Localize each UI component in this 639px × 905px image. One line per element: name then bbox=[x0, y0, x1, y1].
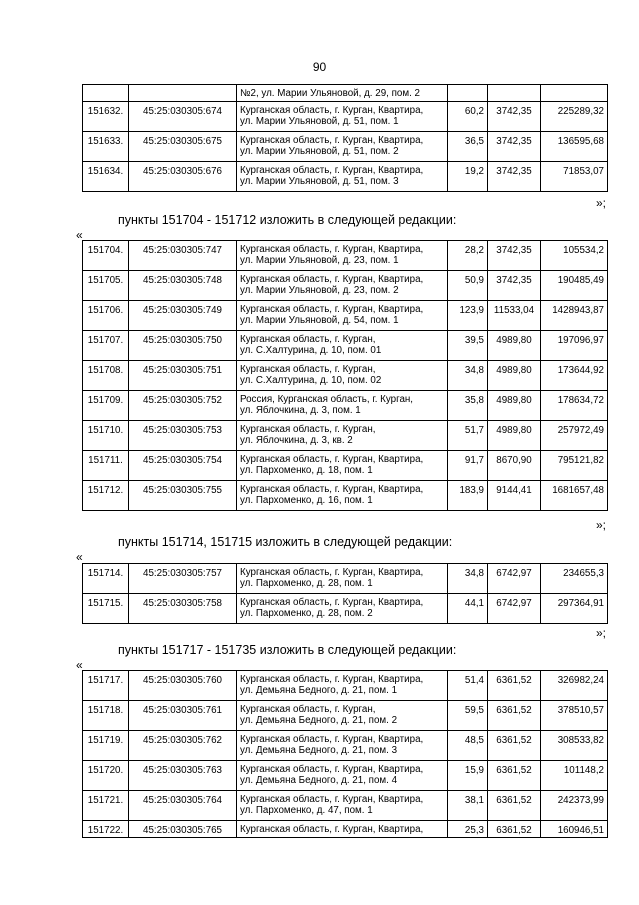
area-cell: 34,8 bbox=[448, 361, 488, 391]
address-line-1: Курганская область, г. Курган, Квартира, bbox=[240, 244, 424, 255]
address-line-1: Россия, Курганская область, г. Курган, bbox=[240, 394, 414, 405]
address-line-2: ул. Яблочкина, д. 3, кв. 2 bbox=[240, 435, 353, 446]
total-value-cell: 308533,82 bbox=[541, 731, 608, 761]
area-cell: 59,5 bbox=[448, 701, 488, 731]
address-line-1: Курганская область, г. Курган, Квартира, bbox=[240, 567, 424, 578]
cadastral-number-cell: 45:25:030305:676 bbox=[129, 162, 237, 192]
area-cell: 51,7 bbox=[448, 421, 488, 451]
page-number: 90 bbox=[312, 60, 327, 74]
address-line-2: ул. Пархоменко, д. 28, пом. 1 bbox=[240, 578, 373, 589]
address-cell bbox=[237, 271, 448, 301]
price-per-m2-cell: 6742,97 bbox=[488, 564, 541, 594]
table-row bbox=[83, 481, 608, 511]
address-line-1: Курганская область, г. Курган, Квартира, bbox=[240, 135, 424, 146]
area-cell: 35,8 bbox=[448, 391, 488, 421]
price-per-m2-cell: 8670,90 bbox=[488, 451, 541, 481]
cadastral-number-cell: 45:25:030305:752 bbox=[129, 391, 237, 421]
address-cell bbox=[237, 132, 448, 162]
cadastral-number-cell: 45:25:030305:750 bbox=[129, 331, 237, 361]
cadastral-number-cell: 45:25:030305:748 bbox=[129, 271, 237, 301]
address-line-1: Курганская область, г. Курган, Квартира, bbox=[240, 484, 424, 495]
total-value-cell: 197096,97 bbox=[541, 331, 608, 361]
row-number-cell: 151634. bbox=[83, 162, 129, 192]
total-value-cell: 1681657,48 bbox=[541, 481, 608, 511]
total-value-cell bbox=[541, 85, 608, 102]
price-per-m2-cell: 4989,80 bbox=[488, 361, 541, 391]
row-number-cell: 151704. bbox=[83, 241, 129, 271]
table-row bbox=[83, 331, 608, 361]
cadastral-number-cell bbox=[129, 85, 237, 102]
total-value-cell: 257972,49 bbox=[541, 421, 608, 451]
address-line-1: Курганская область, г. Курган, bbox=[240, 424, 376, 435]
price-per-m2-cell: 3742,35 bbox=[488, 132, 541, 162]
cadastral-number-cell: 45:25:030305:763 bbox=[129, 761, 237, 791]
area-cell: 19,2 bbox=[448, 162, 488, 192]
address-line-1: Курганская область, г. Курган, Квартира, bbox=[240, 304, 424, 315]
address-line-2: ул. Демьяна Бедного, д. 21, пом. 2 bbox=[240, 715, 398, 726]
table-row bbox=[83, 594, 608, 624]
address-line-1: Курганская область, г. Курган, Квартира, bbox=[240, 454, 424, 465]
address-cell bbox=[237, 361, 448, 391]
row-number-cell: 151717. bbox=[83, 671, 129, 701]
address-cell bbox=[237, 701, 448, 731]
table-row bbox=[83, 361, 608, 391]
row-number-cell: 151708. bbox=[83, 361, 129, 391]
opening-quote: « bbox=[76, 228, 83, 242]
total-value-cell: 160946,51 bbox=[541, 821, 608, 838]
address-line-2: ул. Марии Ульяновой, д. 51, пом. 2 bbox=[240, 146, 399, 157]
area-cell: 51,4 bbox=[448, 671, 488, 701]
paragraph-amend-151714: пункты 151714, 151715 изложить в следующей редакции: bbox=[118, 535, 453, 549]
row-number-cell: 151709. bbox=[83, 391, 129, 421]
area-cell: 38,1 bbox=[448, 791, 488, 821]
address-cell bbox=[237, 564, 448, 594]
address-line-2: ул. Марии Ульяновой, д. 51, пом. 1 bbox=[240, 116, 399, 127]
price-per-m2-cell: 11533,04 bbox=[488, 301, 541, 331]
cadastral-number-cell: 45:25:030305:674 bbox=[129, 102, 237, 132]
row-number-cell: 151705. bbox=[83, 271, 129, 301]
address-cell bbox=[237, 391, 448, 421]
cadastral-number-cell: 45:25:030305:758 bbox=[129, 594, 237, 624]
cadastral-number-cell: 45:25:030305:747 bbox=[129, 241, 237, 271]
paragraph-amend-151717: пункты 151717 - 151735 изложить в следующей редакции: bbox=[118, 643, 457, 657]
cadastral-number-cell: 45:25:030305:761 bbox=[129, 701, 237, 731]
registry-table-top bbox=[82, 84, 608, 192]
price-per-m2-cell: 6742,97 bbox=[488, 594, 541, 624]
address-line-2: ул. С.Халтурина, д. 10, пом. 02 bbox=[240, 375, 382, 386]
price-per-m2-cell: 6361,52 bbox=[488, 731, 541, 761]
address-cell bbox=[237, 451, 448, 481]
table-row bbox=[83, 271, 608, 301]
address-line-2: ул. Яблочкина, д. 3, пом. 1 bbox=[240, 405, 361, 416]
price-per-m2-cell: 6361,52 bbox=[488, 701, 541, 731]
area-cell: 48,5 bbox=[448, 731, 488, 761]
table-row bbox=[83, 451, 608, 481]
table-row bbox=[83, 671, 608, 701]
address-line-2: ул. Марии Ульяновой, д. 54, пом. 1 bbox=[240, 315, 399, 326]
table-row bbox=[83, 132, 608, 162]
row-number-cell: 151720. bbox=[83, 761, 129, 791]
address-line-1: Курганская область, г. Курган, Квартира, bbox=[240, 165, 424, 176]
total-value-cell: 326982,24 bbox=[541, 671, 608, 701]
table-row bbox=[83, 821, 608, 838]
area-cell: 39,5 bbox=[448, 331, 488, 361]
row-number-cell: 151714. bbox=[83, 564, 129, 594]
address-line-1: №2, ул. Марии Ульяновой, д. 29, пом. 2 bbox=[240, 88, 420, 99]
table-row bbox=[83, 421, 608, 451]
address-cell bbox=[237, 421, 448, 451]
opening-quote: « bbox=[76, 550, 83, 564]
address-cell bbox=[237, 102, 448, 132]
price-per-m2-cell: 6361,52 bbox=[488, 671, 541, 701]
address-cell bbox=[237, 85, 448, 102]
address-line-1: Курганская область, г. Курган, Квартира, bbox=[240, 824, 424, 835]
total-value-cell: 234655,3 bbox=[541, 564, 608, 594]
closing-quote: »; bbox=[595, 196, 606, 210]
address-line-2: ул. Демьяна Бедного, д. 21, пом. 1 bbox=[240, 685, 398, 696]
address-line-2: ул. Марии Ульяновой, д. 51, пом. 3 bbox=[240, 176, 399, 187]
row-number-cell: 151719. bbox=[83, 731, 129, 761]
address-line-2: ул. Пархоменко, д. 28, пом. 2 bbox=[240, 608, 373, 619]
row-number-cell: 151710. bbox=[83, 421, 129, 451]
total-value-cell: 101148,2 bbox=[541, 761, 608, 791]
table-row bbox=[83, 791, 608, 821]
table-row bbox=[83, 564, 608, 594]
price-per-m2-cell: 3742,35 bbox=[488, 102, 541, 132]
address-line-2: ул. Пархоменко, д. 18, пом. 1 bbox=[240, 465, 373, 476]
table-row bbox=[83, 731, 608, 761]
address-line-1: Курганская область, г. Курган, Квартира, bbox=[240, 597, 424, 608]
area-cell: 25,3 bbox=[448, 821, 488, 838]
cadastral-number-cell: 45:25:030305:675 bbox=[129, 132, 237, 162]
price-per-m2-cell: 3742,35 bbox=[488, 271, 541, 301]
table-row bbox=[83, 162, 608, 192]
price-per-m2-cell: 6361,52 bbox=[488, 821, 541, 838]
price-per-m2-cell: 3742,35 bbox=[488, 162, 541, 192]
address-line-1: Курганская область, г. Курган, Квартира, bbox=[240, 734, 424, 745]
address-cell bbox=[237, 301, 448, 331]
cadastral-number-cell: 45:25:030305:764 bbox=[129, 791, 237, 821]
row-number-cell: 151632. bbox=[83, 102, 129, 132]
address-line-2: ул. С.Халтурина, д. 10, пом. 01 bbox=[240, 345, 382, 356]
row-number-cell: 151712. bbox=[83, 481, 129, 511]
table-row bbox=[83, 761, 608, 791]
address-cell bbox=[237, 821, 448, 838]
paragraph-amend-151704: пункты 151704 - 151712 изложить в следующей редакции: bbox=[118, 213, 457, 227]
total-value-cell: 105534,2 bbox=[541, 241, 608, 271]
cadastral-number-cell: 45:25:030305:753 bbox=[129, 421, 237, 451]
row-number-cell: 151706. bbox=[83, 301, 129, 331]
price-per-m2-cell: 9144,41 bbox=[488, 481, 541, 511]
row-number-cell: 151718. bbox=[83, 701, 129, 731]
area-cell: 44,1 bbox=[448, 594, 488, 624]
cadastral-number-cell: 45:25:030305:755 bbox=[129, 481, 237, 511]
total-value-cell: 173644,92 bbox=[541, 361, 608, 391]
address-line-2: ул. Марии Ульяновой, д. 23, пом. 2 bbox=[240, 285, 399, 296]
total-value-cell: 71853,07 bbox=[541, 162, 608, 192]
address-cell bbox=[237, 761, 448, 791]
cadastral-number-cell: 45:25:030305:754 bbox=[129, 451, 237, 481]
total-value-cell: 178634,72 bbox=[541, 391, 608, 421]
area-cell: 60,2 bbox=[448, 102, 488, 132]
address-line-1: Курганская область, г. Курган, Квартира, bbox=[240, 274, 424, 285]
area-cell: 34,8 bbox=[448, 564, 488, 594]
cadastral-number-cell: 45:25:030305:762 bbox=[129, 731, 237, 761]
registry-table-151714 bbox=[82, 563, 608, 624]
address-cell bbox=[237, 791, 448, 821]
cadastral-number-cell: 45:25:030305:765 bbox=[129, 821, 237, 838]
address-line-1: Курганская область, г. Курган, bbox=[240, 364, 376, 375]
area-cell: 36,5 bbox=[448, 132, 488, 162]
price-per-m2-cell: 4989,80 bbox=[488, 421, 541, 451]
table-row bbox=[83, 102, 608, 132]
address-cell bbox=[237, 671, 448, 701]
total-value-cell: 242373,99 bbox=[541, 791, 608, 821]
address-line-1: Курганская область, г. Курган, Квартира, bbox=[240, 105, 424, 116]
price-per-m2-cell: 6361,52 bbox=[488, 761, 541, 791]
total-value-cell: 190485,49 bbox=[541, 271, 608, 301]
address-cell bbox=[237, 331, 448, 361]
area-cell: 15,9 bbox=[448, 761, 488, 791]
row-number-cell: 151711. bbox=[83, 451, 129, 481]
address-cell bbox=[237, 481, 448, 511]
address-cell bbox=[237, 241, 448, 271]
table-row bbox=[83, 301, 608, 331]
table-row bbox=[83, 701, 608, 731]
total-value-cell: 297364,91 bbox=[541, 594, 608, 624]
area-cell: 28,2 bbox=[448, 241, 488, 271]
total-value-cell: 136595,68 bbox=[541, 132, 608, 162]
address-line-1: Курганская область, г. Курган, Квартира, bbox=[240, 674, 424, 685]
address-line-1: Курганская область, г. Курган, bbox=[240, 334, 376, 345]
table-row bbox=[83, 85, 608, 102]
address-cell bbox=[237, 731, 448, 761]
address-line-2: ул. Пархоменко, д. 47, пом. 1 bbox=[240, 805, 373, 816]
address-line-2: ул. Демьяна Бедного, д. 21, пом. 3 bbox=[240, 745, 398, 756]
area-cell bbox=[448, 85, 488, 102]
price-per-m2-cell bbox=[488, 85, 541, 102]
cadastral-number-cell: 45:25:030305:751 bbox=[129, 361, 237, 391]
address-line-2: ул. Пархоменко, д. 16, пом. 1 bbox=[240, 495, 373, 506]
area-cell: 91,7 bbox=[448, 451, 488, 481]
price-per-m2-cell: 4989,80 bbox=[488, 391, 541, 421]
price-per-m2-cell: 4989,80 bbox=[488, 331, 541, 361]
area-cell: 50,9 bbox=[448, 271, 488, 301]
registry-table-151717 bbox=[82, 670, 608, 838]
closing-quote: »; bbox=[595, 626, 606, 640]
address-line-1: Курганская область, г. Курган, Квартира, bbox=[240, 794, 424, 805]
address-line-2: ул. Демьяна Бедного, д. 21, пом. 4 bbox=[240, 775, 398, 786]
row-number-cell: 151721. bbox=[83, 791, 129, 821]
address-cell bbox=[237, 162, 448, 192]
row-number-cell: 151715. bbox=[83, 594, 129, 624]
opening-quote: « bbox=[76, 658, 83, 672]
cadastral-number-cell: 45:25:030305:760 bbox=[129, 671, 237, 701]
row-number-cell: 151707. bbox=[83, 331, 129, 361]
total-value-cell: 378510,57 bbox=[541, 701, 608, 731]
address-line-1: Курганская область, г. Курган, bbox=[240, 704, 376, 715]
address-line-1: Курганская область, г. Курган, Квартира, bbox=[240, 764, 424, 775]
address-line-2: ул. Марии Ульяновой, д. 23, пом. 1 bbox=[240, 255, 399, 266]
price-per-m2-cell: 6361,52 bbox=[488, 791, 541, 821]
table-row bbox=[83, 241, 608, 271]
cadastral-number-cell: 45:25:030305:749 bbox=[129, 301, 237, 331]
registry-table-151704 bbox=[82, 240, 608, 511]
row-number-cell: 151633. bbox=[83, 132, 129, 162]
area-cell: 123,9 bbox=[448, 301, 488, 331]
area-cell: 183,9 bbox=[448, 481, 488, 511]
price-per-m2-cell: 3742,35 bbox=[488, 241, 541, 271]
cadastral-number-cell: 45:25:030305:757 bbox=[129, 564, 237, 594]
address-cell bbox=[237, 594, 448, 624]
row-number-cell: 151722. bbox=[83, 821, 129, 838]
closing-quote: »; bbox=[595, 518, 606, 532]
total-value-cell: 795121,82 bbox=[541, 451, 608, 481]
table-row bbox=[83, 391, 608, 421]
total-value-cell: 225289,32 bbox=[541, 102, 608, 132]
row-number-cell bbox=[83, 85, 129, 102]
total-value-cell: 1428943,87 bbox=[541, 301, 608, 331]
